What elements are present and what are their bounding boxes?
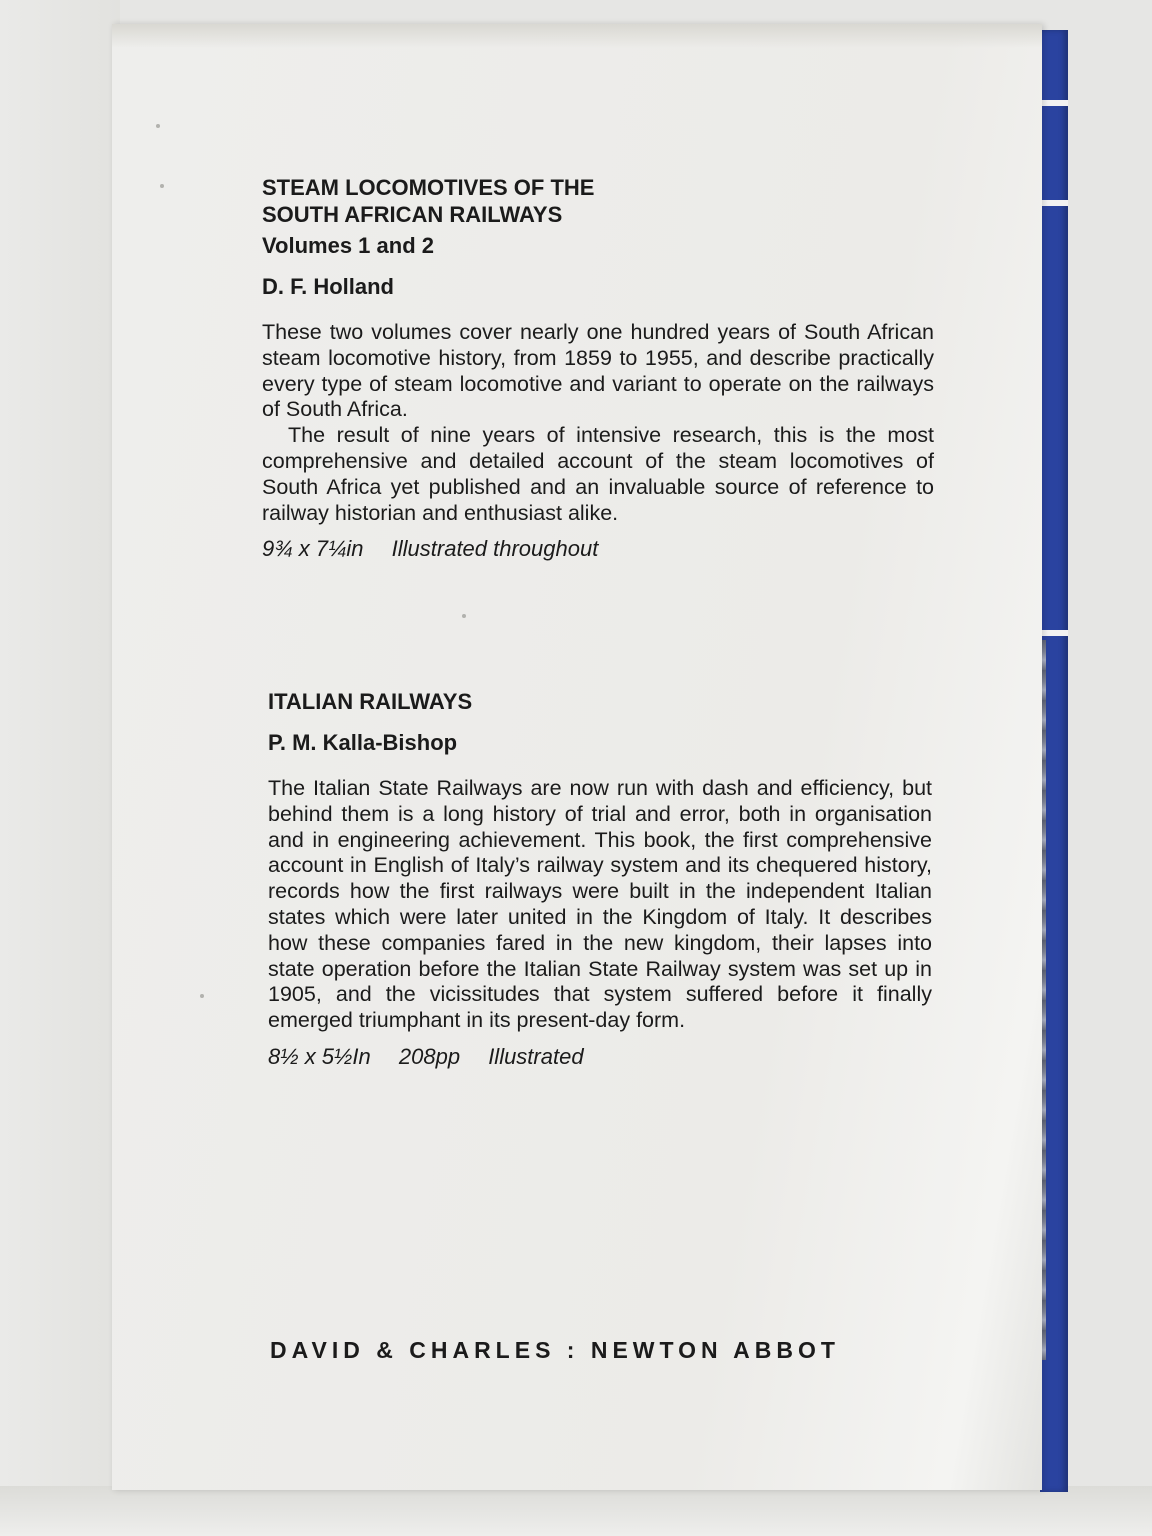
speck	[156, 124, 160, 128]
book2-author: P. M. Kalla-Bishop	[268, 730, 458, 755]
book1-volumes: Volumes 1 and 2	[262, 233, 434, 258]
book1-description-2: The result of nine years of intensive research, this is the most comprehensive and detailed account of the steam locomotives of South Africa yet published and an invaluable source of reference to railway historian and enthusiast alike.	[262, 423, 934, 525]
speck	[200, 994, 204, 998]
speck	[462, 614, 466, 618]
book2-description: The Italian State Railways are now run with dash and efficiency, but behind them is a long history of trial and error, both in organisation and in engineering achievement. This book, the first comprehensive account in English of Italy’s railway system and its chequered history, records how the first railways were built in the independent Italian states which were later united in the Kingdom of Italy. It describes how these companies fared in the new kingdom, their lapses into state operation before the Italian State Railway system was set up in 1905, and the vicissitudes that system suffered before it finally emerged triumphant in its present-day form.	[268, 776, 932, 1033]
back-cover	[112, 24, 1042, 1490]
book2-illustrated: Illustrated	[488, 1043, 584, 1069]
blurb-italian-railways	[268, 688, 932, 1070]
shelf-surface	[0, 1486, 1152, 1536]
spine-stripe	[1040, 100, 1068, 106]
background-wall	[0, 0, 120, 1536]
book1-description: These two volumes cover nearly one hundred years of South African steam locomotive history, from 1859 to 1955, and describe practically every type of steam locomotive and variant to operate on the railways of South Africa.	[262, 320, 934, 422]
book1-title: STEAM LOCOMOTIVES OF THE SOUTH AFRICAN RAILWAYS	[262, 175, 595, 227]
cover-worn-edge	[112, 24, 1042, 48]
book1-size: 9¾ x 7¼in	[262, 536, 364, 562]
book2-pages: 208pp	[398, 1043, 461, 1069]
spine-stripe	[1040, 200, 1068, 206]
book1-author: D. F. Holland	[262, 274, 394, 299]
book2-size: 8½ x 5½In	[268, 1043, 371, 1069]
book2-title: ITALIAN RAILWAYS	[268, 689, 473, 714]
book1-illustrated: Illustrated throughout	[391, 536, 599, 562]
book1-specs	[262, 536, 934, 562]
publisher-imprint: DAVID & CHARLES : NEWTON ABBOT	[270, 1337, 840, 1363]
blurb-steam-locomotives	[262, 174, 934, 562]
book2-specs	[268, 1044, 932, 1070]
spine-stripe	[1040, 630, 1068, 636]
speck	[160, 184, 164, 188]
